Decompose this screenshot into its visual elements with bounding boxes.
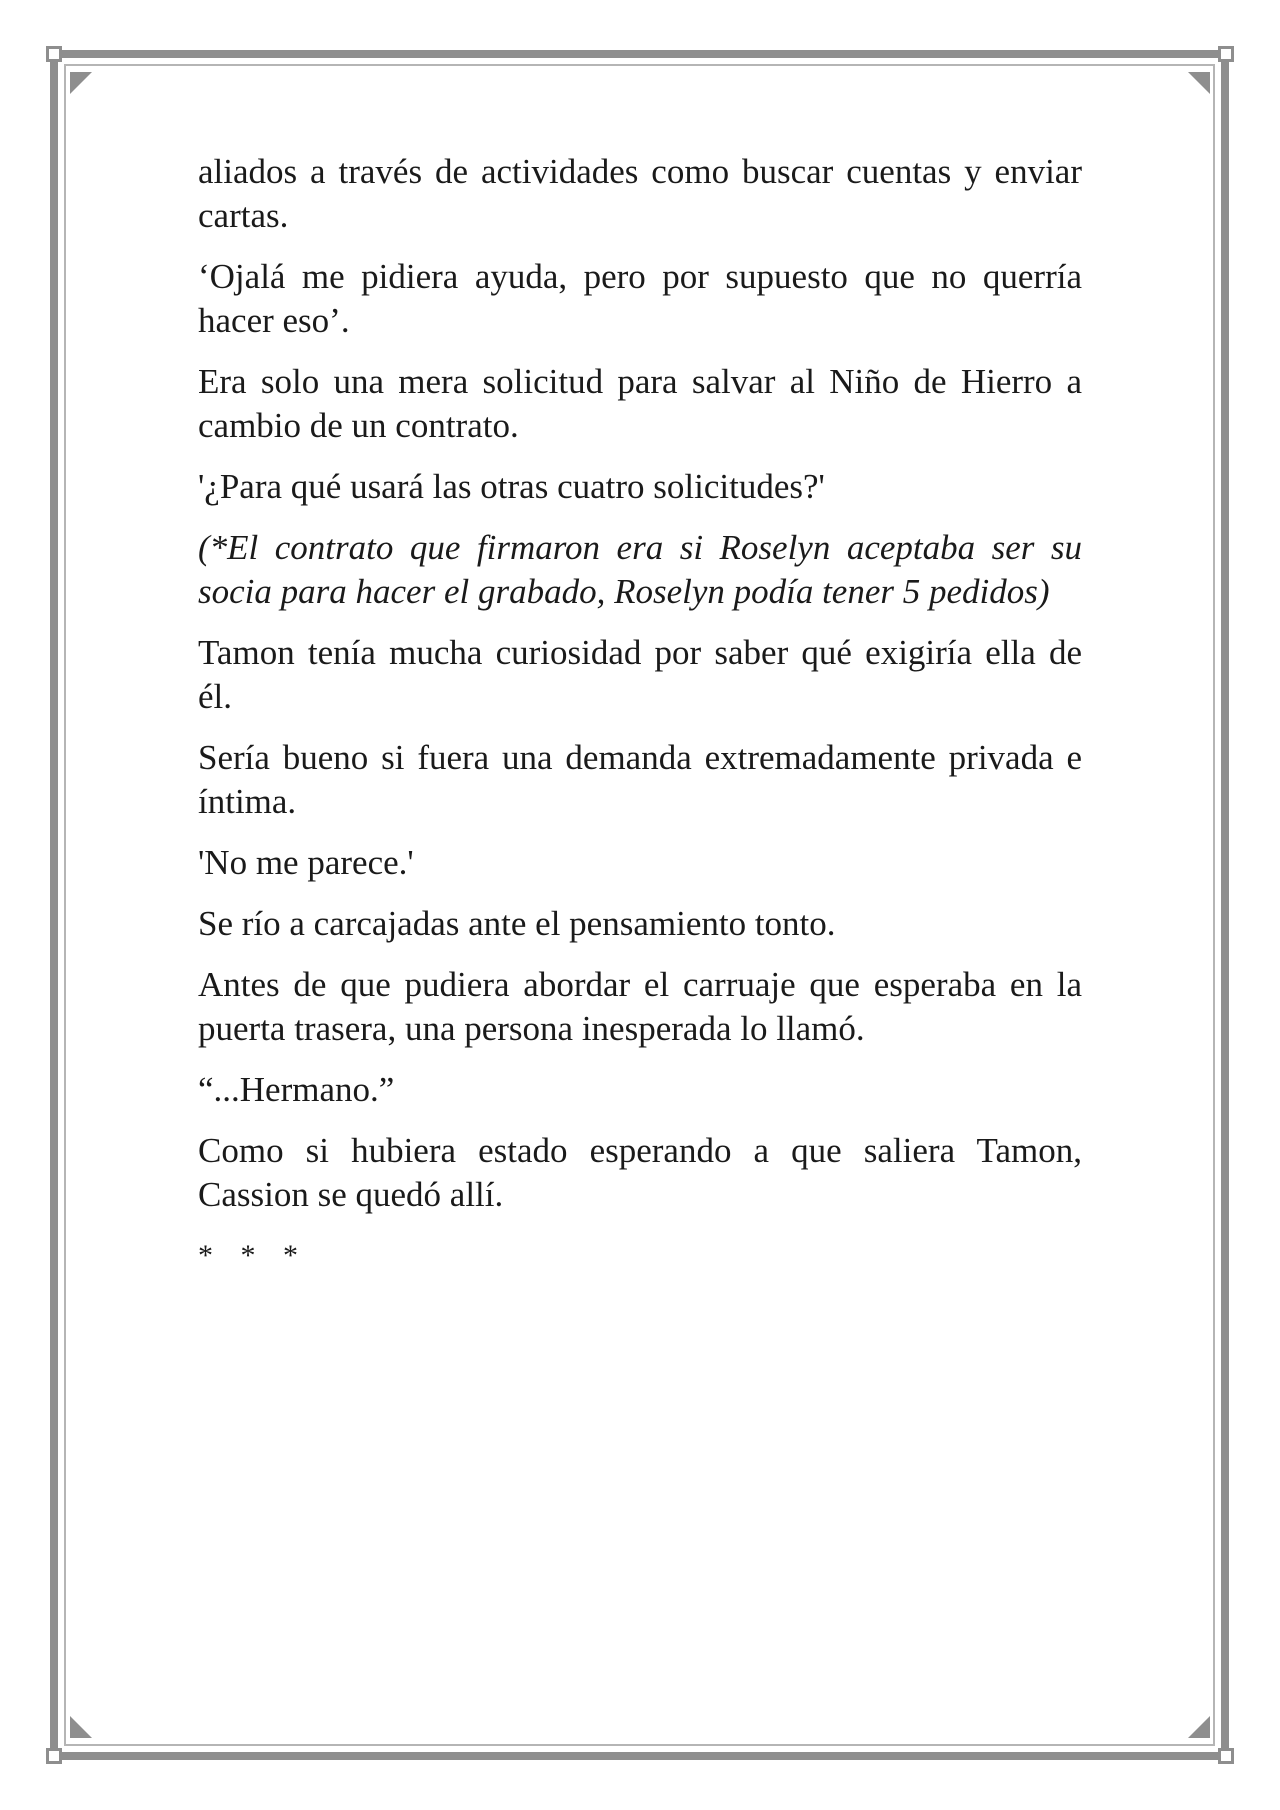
- paragraph: aliados a través de actividades como buscar cuentas y enviar cartas.: [198, 152, 1082, 235]
- paragraph: Antes de que pudiera abordar el carruaje que esperaba en la puerta trasera, una persona inesperada lo llamó.: [198, 965, 1082, 1048]
- page-body: [198, 150, 1082, 1278]
- paragraph: Sería bueno si fuera una demanda extremadamente privada e íntima.: [198, 738, 1082, 821]
- corner-ornament-bottom-right: [1188, 1716, 1210, 1738]
- scene-break: * * *: [198, 1239, 308, 1272]
- frame-knob-bottom-left: [46, 1748, 62, 1764]
- paragraph: Como si hubiera estado esperando a que saliera Tamon, Cassion se quedó allí.: [198, 1131, 1082, 1214]
- paragraph: '¿Para qué usará las otras cuatro solicitudes?': [198, 467, 825, 506]
- paragraph: Se río a carcajadas ante el pensamiento tonto.: [198, 904, 836, 943]
- paragraph: Tamon tenía mucha curiosidad por saber qué exigiría ella de él.: [198, 633, 1082, 716]
- frame-knob-bottom-right: [1218, 1748, 1234, 1764]
- corner-ornament-top-right: [1188, 72, 1210, 94]
- frame-knob-top-left: [46, 46, 62, 62]
- corner-ornament-top-left: [70, 72, 92, 94]
- paragraph: “...Hermano.”: [198, 1070, 395, 1109]
- corner-ornament-bottom-left: [70, 1716, 92, 1738]
- frame-knob-top-right: [1218, 46, 1234, 62]
- paragraph: Era solo una mera solicitud para salvar al Niño de Hierro a cambio de un contrato.: [198, 362, 1082, 445]
- paragraph: 'No me parece.': [198, 843, 414, 882]
- translator-note: (*El contrato que firmaron era si Roselyn aceptaba ser su socia para hacer el grabado, Roselyn podía tener 5 pedidos): [198, 528, 1082, 611]
- paragraph: ‘Ojalá me pidiera ayuda, pero por supuesto que no querría hacer eso’.: [198, 257, 1082, 340]
